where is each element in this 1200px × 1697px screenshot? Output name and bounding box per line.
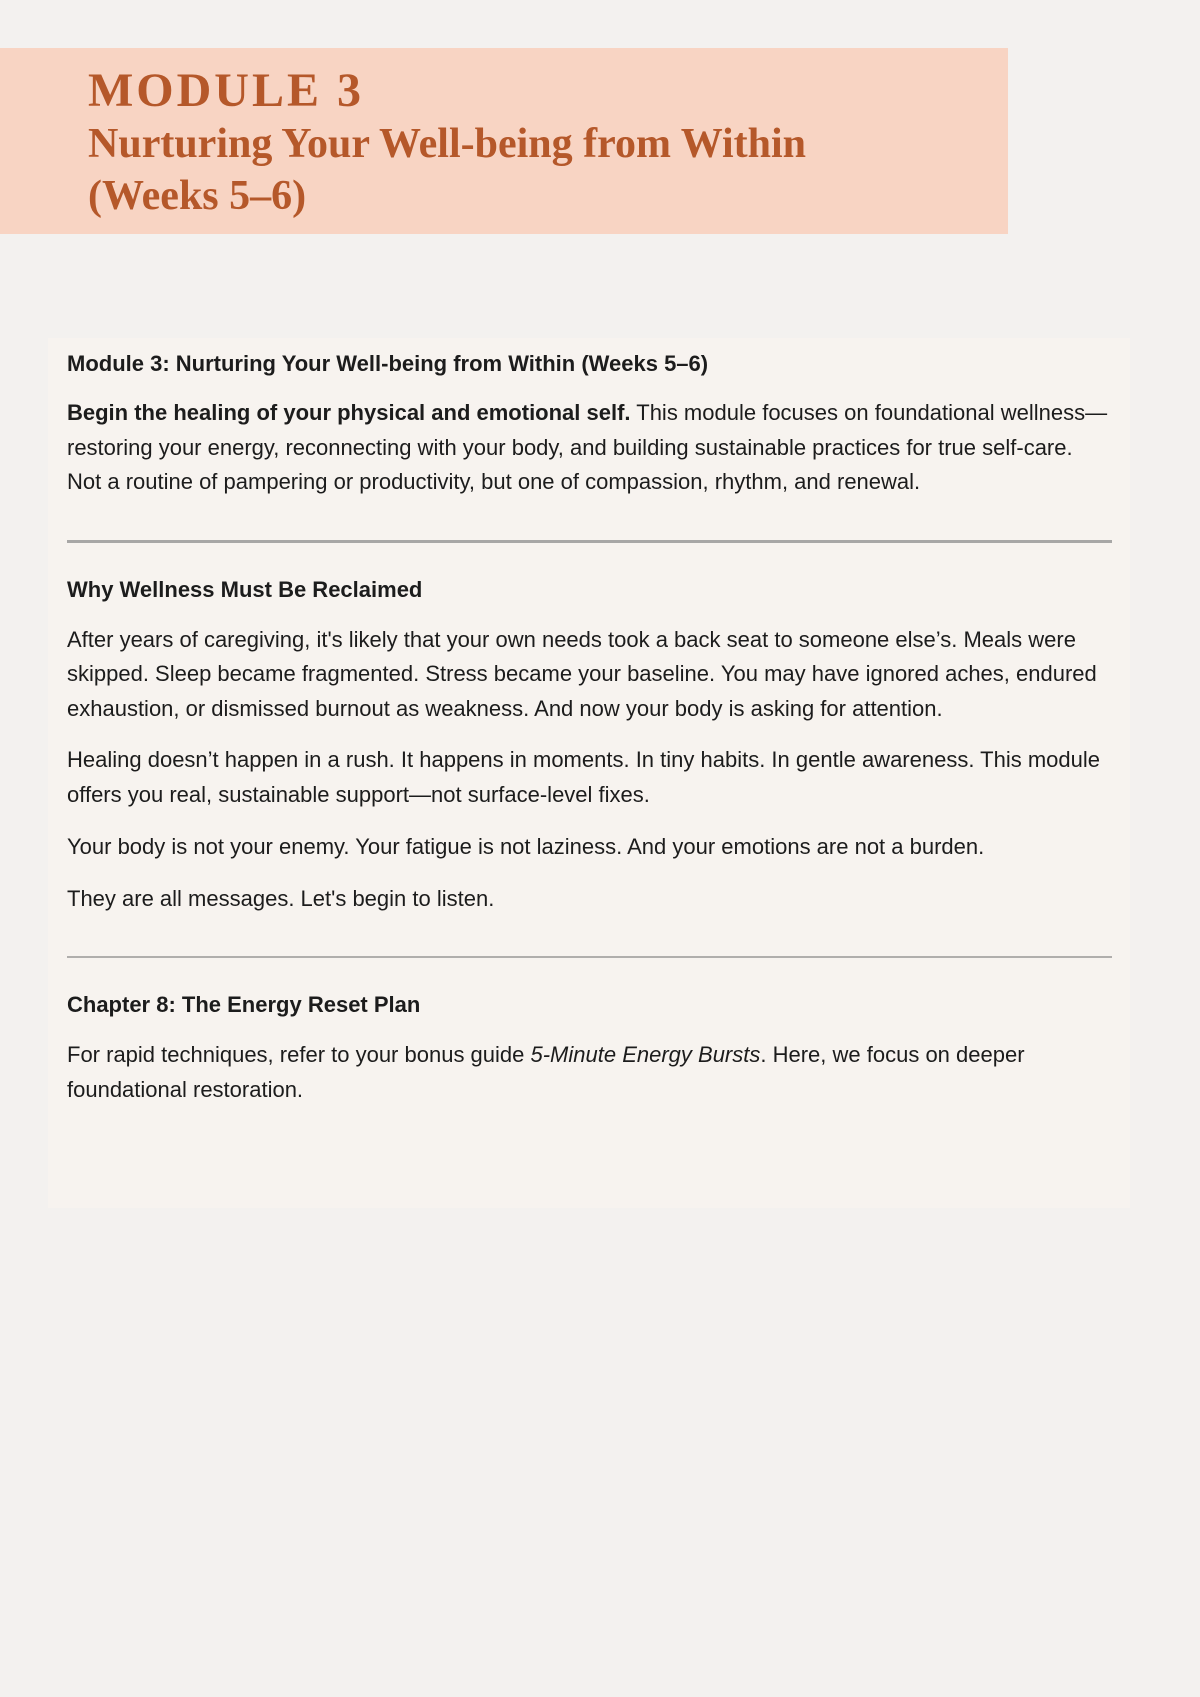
module-banner: [0, 48, 1008, 234]
module-label: MODULE 3: [88, 64, 364, 117]
content-card: [48, 338, 1130, 1208]
chapter-divider: [67, 956, 1112, 958]
paragraph: They are all messages. Let's begin to listen.: [67, 885, 495, 911]
module-title-line-1: Nurturing Your Well-being from Within: [88, 121, 806, 167]
bonus-guide-title: 5-Minute Energy Bursts: [530, 1042, 761, 1067]
section-heading: Why Wellness Must Be Reclaimed: [67, 576, 423, 602]
chapter-paragraph: [67, 1038, 1112, 1107]
section-divider: [67, 540, 1112, 543]
paragraph: Healing doesn’t happen in a rush. It happens in moments. In tiny habits. In gentle awareness. This module offers you real, sustainable support—not surface-level fixes.: [67, 747, 1100, 807]
chapter-text-after: . Here, we focus on deeper foundational restoration.: [67, 1042, 1025, 1102]
chapter-text-before: For rapid techniques, refer to your bonus guide: [67, 1042, 531, 1067]
chapter-heading: Chapter 8: The Energy Reset Plan: [67, 992, 421, 1017]
paragraph: Your body is not your enemy. Your fatigue is not laziness. And your emotions are not a burden.: [67, 834, 985, 859]
paragraph: After years of caregiving, it's likely that your own needs took a back seat to someone else’s. Meals were skipped. Sleep became fragmented. Stress became your baseline. You may have ignored aches, endured exhaustion, or dismissed burnout as weakness. And now your body is asking for attention.: [67, 626, 1097, 721]
intro-paragraph: [67, 396, 1112, 500]
module-title-line-2: (Weeks 5–6): [88, 173, 307, 219]
intro-text: This module focuses on foundational wellness—restoring your energy, reconnecting with your body, and building sustainable practices for true self-care. Not a routine of pampering or productivity, but one of compassion, rhythm, and renewal.: [67, 400, 1108, 494]
intro-bold: Begin the healing of your physical and emotional self.: [67, 400, 631, 425]
module-heading: Module 3: Nurturing Your Well-being from Within (Weeks 5–6): [67, 351, 709, 376]
